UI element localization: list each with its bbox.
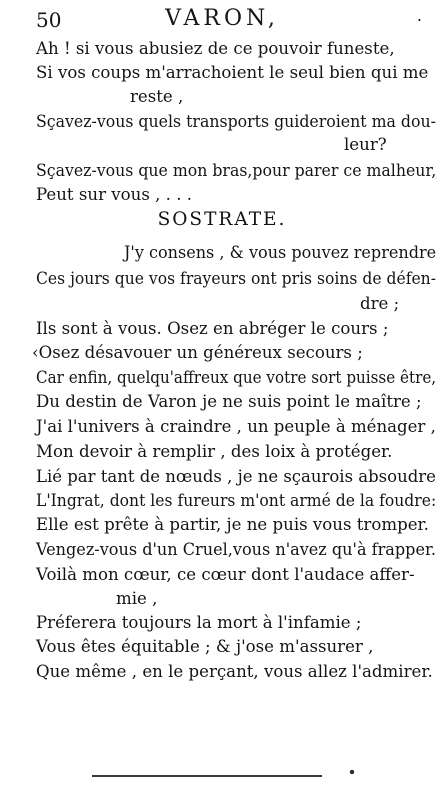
verse-line: reste , bbox=[130, 87, 184, 106]
running-title: VARON, bbox=[165, 6, 279, 31]
header-mark: . bbox=[416, 6, 422, 25]
verse-line: Que même , en le perçant, vous allez l'admirer. bbox=[36, 662, 433, 681]
verse-line: leur? bbox=[344, 135, 387, 154]
verse-line: Mon devoir à remplir , des loix à protéger. bbox=[36, 442, 393, 461]
verse-line: dre ; bbox=[360, 294, 400, 313]
verse-line: Vengez-vous d'un Cruel,vous n'avez qu'à frapper. bbox=[36, 540, 437, 559]
verse-line: Peut sur vous , . . . bbox=[36, 185, 193, 204]
verse-line: Ces jours que vos frayeurs ont pris soins de défen- bbox=[36, 269, 436, 288]
verse-line: Sçavez-vous que mon bras,pour parer ce malheur, bbox=[36, 161, 437, 180]
verse-line: Car enfin, quelqu'affreux que votre sort puisse être, bbox=[36, 368, 437, 387]
verse-line: J'ai l'univers à craindre , un peuple à ménager , bbox=[36, 417, 436, 436]
verse-line: Ah ! si vous abusiez de ce pouvoir funeste, bbox=[36, 39, 395, 58]
speaker-name: SOSTRATE. bbox=[157, 209, 287, 230]
verse-line: mie , bbox=[116, 589, 158, 608]
verse-line: L'Ingrat, dont les fureurs m'ont armé de la foudre: bbox=[36, 491, 437, 510]
verse-line: Du destin de Varon je ne suis point le maître ; bbox=[36, 392, 422, 411]
verse-line: Si vos coups m'arrachoient le seul bien qui me bbox=[36, 63, 429, 82]
verse-line: Vous êtes équitable ; & j'ose m'assurer , bbox=[36, 637, 374, 656]
verse-line: Ils sont à vous. Osez en abréger le cours ; bbox=[36, 319, 389, 338]
page-number: 50 bbox=[36, 8, 62, 32]
verse-line: J'y consens , & vous pouvez reprendre bbox=[124, 243, 437, 262]
verse-line: Lié par tant de nœuds , je ne sçaurois absoudre bbox=[36, 467, 436, 486]
verse-line: ‹Osez désavouer un généreux secours ; bbox=[32, 343, 363, 362]
footer-rule bbox=[92, 775, 322, 777]
verse-line: Voilà mon cœur, ce cœur dont l'audace affer- bbox=[36, 565, 415, 584]
verse-line: Préferera toujours la mort à l'infamie ; bbox=[36, 613, 362, 632]
verse-line: Elle est prête à partir, je ne puis vous tromper. bbox=[36, 515, 429, 534]
verse-line: Sçavez-vous quels transports guideroient ma dou- bbox=[36, 112, 436, 131]
ink-dot-icon bbox=[348, 768, 356, 776]
page-header bbox=[0, 6, 444, 32]
